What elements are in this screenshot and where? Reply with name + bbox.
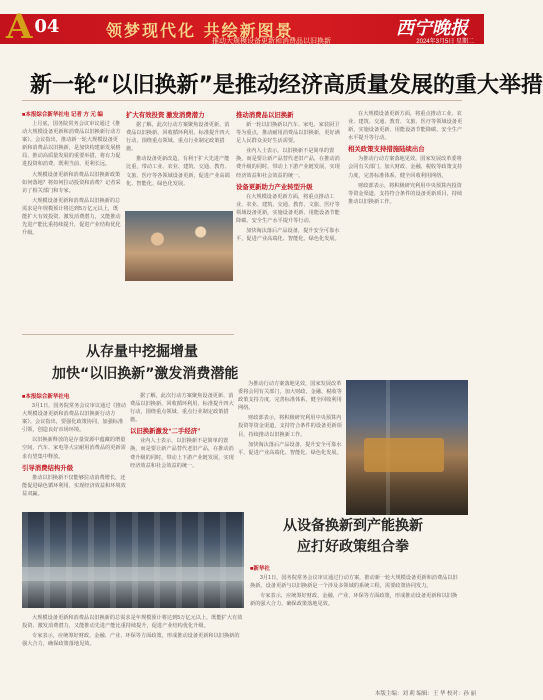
article-paragraph: 业内人士表示，以旧换新不是简单的置换，而是要让新产品替代老旧产品，在推动消费升级的同时，带动上下游产业链发展，实现经济效益和社会效益的统一。 <box>130 438 234 469</box>
photo-production-line <box>22 512 244 608</box>
newspaper-logo: 西宁晚报 <box>396 18 468 39</box>
article-paragraph: 大规模设备更新和消费品以旧换新的总需求是年规模预计将达到5万亿元以上，既能扩大有效投资、激发消费潜力，又能推动先进产能比重持续提升，促进产业结构优化升级。 <box>22 615 243 630</box>
article-paragraph: 为推动行动方案落地见效，国家发展改革委将会同有关部门，加大财政、金融、税收等政策支持力度，完善标准体系，健全回收利用网络。 <box>348 156 463 179</box>
article-col-4 <box>348 110 466 376</box>
photo-consumer-appliances <box>125 211 233 281</box>
headline-rule <box>22 100 462 101</box>
article-paragraph: 大规模设备更新和消费品以旧换新的总需求是年规模预计将达到5万亿元以上，既能扩大有效投资、激发消费潜力，又能推动先进产能比重持续提升，促进产业结构优化升级。 <box>22 197 121 237</box>
article-byline: ■本报综合新华社电 <box>22 394 70 400</box>
article-paragraph: 加快淘汰落后产品设备，提升安全可靠水平，促进产业高端化、智能化、绿色化发展。 <box>236 228 340 243</box>
article-paragraph: 推动设备更新改造，有利于扩大先进产能比重，带动工业、农业、建筑、交通、教育、文旅、医疗等各领域设备更新，促进产业高端化、智能化、绿色化发展。 <box>126 156 230 187</box>
article-col-8 <box>250 564 462 682</box>
article-paragraph: 3月1日，国务院常务会议审议通过《推动大规模设备更新和消费品以旧换新行动方案》。会议指出，要强化政策协同，加强标准引领，创造良好市场环境。 <box>22 403 126 434</box>
article-paragraph: 加快淘汰落后产品设备，提升安全可靠水平，促进产业高端化、智能化、绿色化发展。 <box>238 441 342 456</box>
article-paragraph: 业内人士表示，以旧换新不是简单的置换，而是要让新产品替代老旧产品，在推动消费升级的同时，带动上下游产业链发展，实现经济效益和社会效益的统一。 <box>236 148 340 179</box>
masthead-subtitle: 推动大规模设备更新和消费品以旧换新 <box>212 38 331 45</box>
section-subhead: 推动消费品以旧换新 <box>236 112 294 119</box>
article-byline: ■新华社 <box>250 566 270 572</box>
article-col-6 <box>130 392 234 508</box>
bottom-headline <box>262 516 444 558</box>
bottom-headline-line-2: 应打好政策组合拳 <box>297 539 409 555</box>
section-subhead: 引导消费结构升级 <box>22 464 74 472</box>
article-paragraph: 为推动行动方案落地见效，国家发展改革委将会同有关部门，加大财政、金融、税收等政策支持力度，完善标准体系，健全回收利用网络。 <box>238 381 342 412</box>
article-col-5 <box>22 392 126 508</box>
article-byline: ■本报综合新华社电 记者 方 元 编 <box>22 112 103 118</box>
article-paragraph: 财政部表示，将积极研究利用中央预算内投资等资金渠道，支持符合条件的设备更新项目，持续推动以旧换新工作。 <box>238 415 342 438</box>
pull-quote-line-1: 从存量中挖掘增量 <box>86 344 198 360</box>
article-paragraph: 上月底，国务院常务会议审议通过《推动大规模设备更新和消费品以旧换新行动方案》。会议指出，推动新一轮大规模设备更新和消费品以旧换新，是加快构建新发展格局、推动高质量发展的重要举措，将有力促进投资和消费，既利当前、更利长远。 <box>22 121 121 168</box>
pull-quote-line-2: 加快“以旧换新”激发消费潜能 <box>52 366 239 382</box>
article-paragraph: 据了解，此次行动方案聚焦设备更新、消费品以旧换新、回收循环利用、标准提升四大行动，围绕重点领域、重点行业制定政策措施。 <box>130 393 234 424</box>
masthead-slogan: 领梦现代化 共绘新图景 <box>106 21 294 40</box>
pull-quote <box>52 341 239 385</box>
section-subhead: 设备更新助力产业转型升级 <box>236 183 313 191</box>
section-rule <box>22 334 234 335</box>
bottom-headline-line-1: 从设备换新到产能换新 <box>283 518 423 534</box>
section-subhead: 扩大有效投资 激发消费潜力 <box>126 112 205 119</box>
article-paragraph: 据了解，此次行动方案聚焦设备更新、消费品以旧换新、回收循环利用、标准提升四大行动，围绕重点领域、重点行业制定政策措施。 <box>126 122 230 153</box>
article-col-9 <box>22 614 244 682</box>
article-paragraph: 3月1日，国务院常务会议审议通过行动方案，推动新一轮大规模设备更新和消费品以旧换新。设备更新与以旧换新是一个涉及多领域的系统工程，需要政策协同发力。 <box>250 575 458 590</box>
article-col-7 <box>238 380 342 508</box>
article-paragraph: 专家表示，应统筹好财政、金融、产业、环保等方面政策，形成推动设备更新和以旧换新的强大合力，确保政策落地见效。 <box>250 593 458 608</box>
section-subhead: 相关政策支持措施陆续出台 <box>348 146 425 154</box>
article-paragraph: 财政部表示，将积极研究利用中央预算内投资等资金渠道，支持符合条件的设备更新项目，持续推动以旧换新工作。 <box>348 182 463 205</box>
page-number: A 04 <box>6 7 60 47</box>
article-paragraph: 专家表示，应统筹好财政、金融、产业、环保等方面政策，形成推动设备更新和以旧换新的强大合力，确保政策落地见效。 <box>22 633 240 648</box>
page-footer: 本版主编：刘 莉 编辑：王 华 校对：孙 丽 <box>374 691 476 697</box>
issue-date: 2024年3月5日 星期二 <box>416 39 474 45</box>
article-paragraph: 在大规模设备更新方面，将重点推动工业、农业、建筑、交通、教育、文旅、医疗等领域设备更新，实施设备更新、用能设备节能降碳、安全生产水平提升等行动。 <box>236 193 340 224</box>
article-paragraph: 大规模设备更新和消费品以旧换新政策如何落地？将如何拉动投资和消费？记者采访了相关部门和专家。 <box>22 171 121 194</box>
page-number-digits: 04 <box>34 16 60 37</box>
photo-workshop <box>346 380 468 515</box>
article-paragraph: 新一轮以旧换新以汽车、家电、家装厨卫等为重点，推动耐用消费品以旧换新，更好满足人民群众美好生活需要。 <box>236 122 340 145</box>
article-paragraph: 以旧换新释放的是存量资源中蕴藏的增量空间，汽车、家电等大宗耐用消费品的更新需求有望集中释放。 <box>22 437 126 460</box>
article-col-3 <box>236 110 344 378</box>
article-col-2 <box>126 110 232 208</box>
page-masthead <box>0 0 484 52</box>
article-paragraph: 在大规模设备更新方面，将重点推动工业、农业、建筑、交通、教育、文旅、医疗等领域设备更新，实施设备更新、用能设备节能降碳、安全生产水平提升等行动。 <box>348 111 463 142</box>
article-col-1 <box>22 110 122 325</box>
section-subhead: 以旧换新激发“二手经济” <box>130 428 201 436</box>
main-headline: 新一轮“以旧换新”是推动经济高质量发展的重大举措 <box>30 73 543 98</box>
article-paragraph: 推动以旧换新不仅能够拉动消费增长，还能促进绿色循环利用，实现经济效益和环境效益双赢。 <box>22 474 126 497</box>
